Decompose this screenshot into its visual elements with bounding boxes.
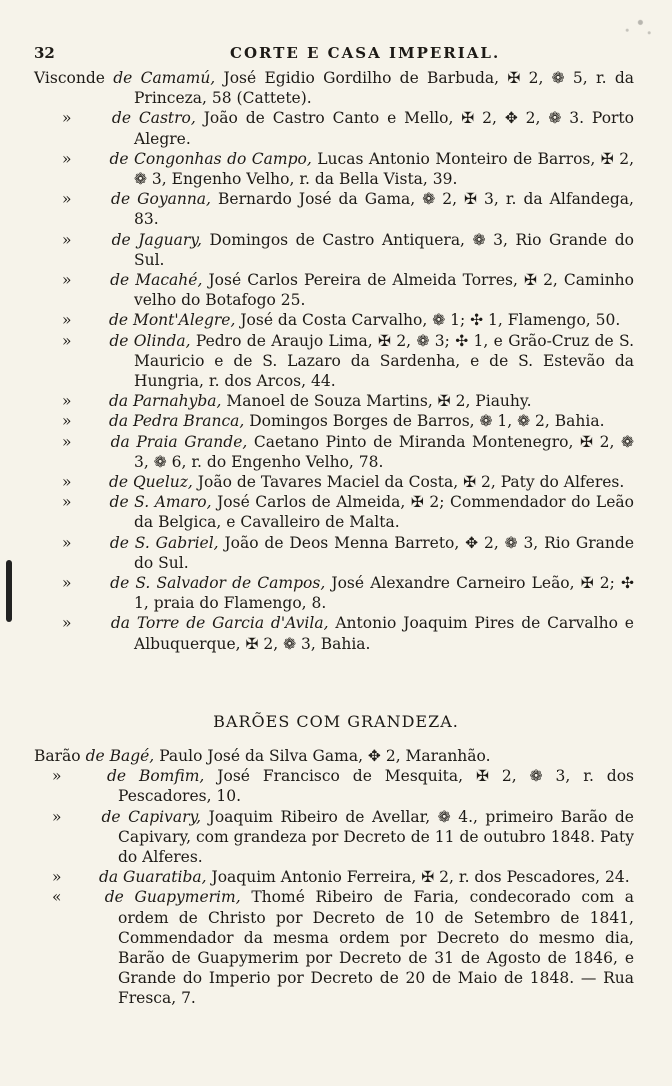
entry-text: José Alexandre Carneiro Leão, ✠ 2; ✣ 1, praia do Flamengo, 8. [134, 574, 635, 613]
entry-title: de Olinda, [109, 331, 191, 350]
visconde-entry [34, 613, 634, 653]
entry-lead: » [52, 807, 62, 826]
entry-title: de Queluz, [108, 473, 193, 492]
entry-text: Antonio Joaquim Pires de Carvalho e Albuquerque, ✠ 2, ❁ 3, Bahia. [134, 614, 634, 653]
entry-text: Bernardo José da Gama, ❁ 2, ✠ 3, r. da Alfandega, 83. [134, 190, 634, 229]
entry-title: da Guaratiba, [98, 868, 207, 887]
visconde-entry [34, 472, 634, 492]
entry-title: de Bagé, [85, 747, 155, 765]
entry-lead: Visconde [34, 69, 105, 87]
entry-text: Paulo José da Silva Gama, ✥ 2, Maranhão. [159, 747, 491, 765]
entry-lead: » [62, 271, 72, 290]
barao-entry [34, 746, 634, 766]
baroes-list [34, 746, 634, 1009]
entry-text: Joaquim Antonio Ferreira, ✠ 2, r. dos Pescadores, 24. [211, 868, 630, 887]
section-heading: BARÕES COM GRANDEZA. [213, 712, 459, 731]
entry-lead: » [62, 109, 72, 128]
barao-entry [34, 867, 634, 887]
entry-lead: » [62, 311, 72, 330]
visconde-entry [34, 108, 634, 148]
entry-title: da Praia Grande, [110, 432, 248, 451]
entry-lead: » [62, 230, 72, 249]
barao-entry [34, 807, 634, 868]
ink-speck-decoration [614, 12, 658, 38]
entry-title: de S. Salvador de Campos, [110, 574, 326, 593]
entry-title: da Pedra Branca, [108, 412, 245, 431]
entry-lead: » [62, 331, 72, 350]
entry-text: Domingos de Castro Antiquera, ❁ 3, Rio Grande do Sul. [134, 230, 634, 269]
entry-text: Thomé Ribeiro de Faria, condecorado com a ordem de Christo por Decreto de 10 de Setembro de 1841, Commendador da mesma ordem por Decreto do mesmo dia, Barão de Guapymerim por Decreto de 31 de Agosto de 1846, e Grande do Imperio por Decreto de 20 de Maio de 1848. — Rua Fresca, 7. [118, 888, 634, 1008]
visconde-entry [34, 411, 634, 431]
entry-text: João de Tavares Maciel da Costa, ✠ 2, Paty do Alferes. [197, 473, 625, 492]
visconde-entry [34, 149, 634, 189]
entry-text: Joaquim Ribeiro de Avellar, ❁ 4., primeiro Barão de Capivary, com grandeza por Decreto de 11 de outubro 1848. Paty do Alferes. [118, 807, 634, 867]
visconde-entry [34, 331, 634, 392]
entry-title: de Bomfim, [106, 767, 205, 786]
entry-lead: » [52, 868, 62, 887]
entry-text: João de Castro Canto e Mello, ✠ 2, ✥ 2, ❁ 3. Porto Alegre. [134, 109, 634, 148]
entry-lead: » [62, 533, 72, 552]
entry-text: José Francisco de Mesquita, ✠ 2, ❁ 3, r. dos Pescadores, 10. [118, 767, 634, 806]
entry-title: de Goyanna, [111, 190, 211, 209]
running-title: CORTE E CASA IMPERIAL. [230, 44, 501, 62]
entry-title: de Camamú, [113, 69, 216, 87]
entry-lead: » [62, 190, 72, 209]
page-header [34, 44, 634, 64]
entry-lead: » [62, 412, 72, 431]
entry-title: da Parnahyba, [108, 392, 222, 411]
visconde-entry [34, 391, 634, 411]
entry-text: Pedro de Araujo Lima, ✠ 2, ❁ 3; ✣ 1, e Grão-Cruz de S. Mauricio e de S. Lazaro da Sardenha, e de S. Estevão da Hungria, r. dos Arcos, 44. [134, 331, 635, 391]
visconde-entry [34, 189, 634, 229]
entry-lead: » [52, 767, 62, 786]
visconde-entry [34, 432, 634, 472]
entry-title: da Torre de Garcia d'Avila, [110, 614, 329, 633]
visconde-entry [34, 310, 634, 330]
entry-text: José Carlos de Almeida, ✠ 2; Commendador do Leão da Belgica, e Cavalleiro de Malta. [134, 493, 634, 532]
entry-lead: » [62, 392, 72, 411]
entry-lead: » [62, 473, 72, 492]
barao-entry [34, 766, 634, 806]
entry-text: João de Deos Menna Barreto, ✥ 2, ❁ 3, Rio Grande do Sul. [134, 533, 634, 572]
visconde-entry [34, 270, 634, 310]
entry-title: de Jaguary, [111, 230, 202, 249]
entry-lead: » [62, 614, 72, 633]
entry-title: de Capivary, [101, 807, 202, 826]
entry-lead: Barão [34, 747, 81, 765]
visconde-entry [34, 68, 634, 108]
entry-title: de Castro, [111, 109, 196, 128]
visconde-entry [34, 533, 634, 573]
entry-lead: « [52, 888, 62, 907]
entry-text: José da Costa Carvalho, ❁ 1; ✣ 1, Flamengo, 50. [240, 311, 621, 330]
entry-text: Lucas Antonio Monteiro de Barros, ✠ 2, ❁ 3, Engenho Velho, r. da Bella Vista, 39. [134, 149, 634, 189]
entry-lead: » [62, 149, 72, 168]
viscondes-list [34, 68, 634, 654]
entry-text: José Egidio Gordilho de Barbuda, ✠ 2, ❁ 5, r. da Princeza, 58 (Cattete). [134, 69, 635, 108]
entry-text: Domingos Borges de Barros, ❁ 1, ❁ 2, Bahia. [249, 412, 605, 431]
barao-entry [34, 887, 634, 1008]
entry-title: de Guapymerim, [104, 888, 241, 907]
entry-title: de S. Amaro, [109, 493, 212, 512]
entry-lead: » [62, 574, 72, 593]
entry-title: de Congonhas do Campo, [109, 149, 312, 168]
entry-title: de S. Gabriel, [109, 533, 219, 552]
page-number: 32 [34, 44, 55, 62]
entry-text: Manoel de Souza Martins, ✠ 2, Piauhy. [226, 392, 532, 411]
visconde-entry [34, 492, 634, 532]
entry-text: José Carlos Pereira de Almeida Torres, ✠ 2, Caminho velho do Botafogo 25. [134, 271, 634, 310]
binding-mark-decoration [6, 560, 12, 622]
entry-lead: » [62, 493, 72, 512]
entry-text: Caetano Pinto de Miranda Montenegro, ✠ 2, ❁ 3, ❁ 6, r. do Engenho Velho, 78. [134, 432, 634, 471]
entry-title: de Macahé, [110, 271, 203, 290]
entry-lead: » [62, 432, 72, 451]
entry-title: de Mont'Alegre, [108, 311, 236, 330]
visconde-entry [34, 573, 634, 613]
visconde-entry [34, 230, 634, 270]
